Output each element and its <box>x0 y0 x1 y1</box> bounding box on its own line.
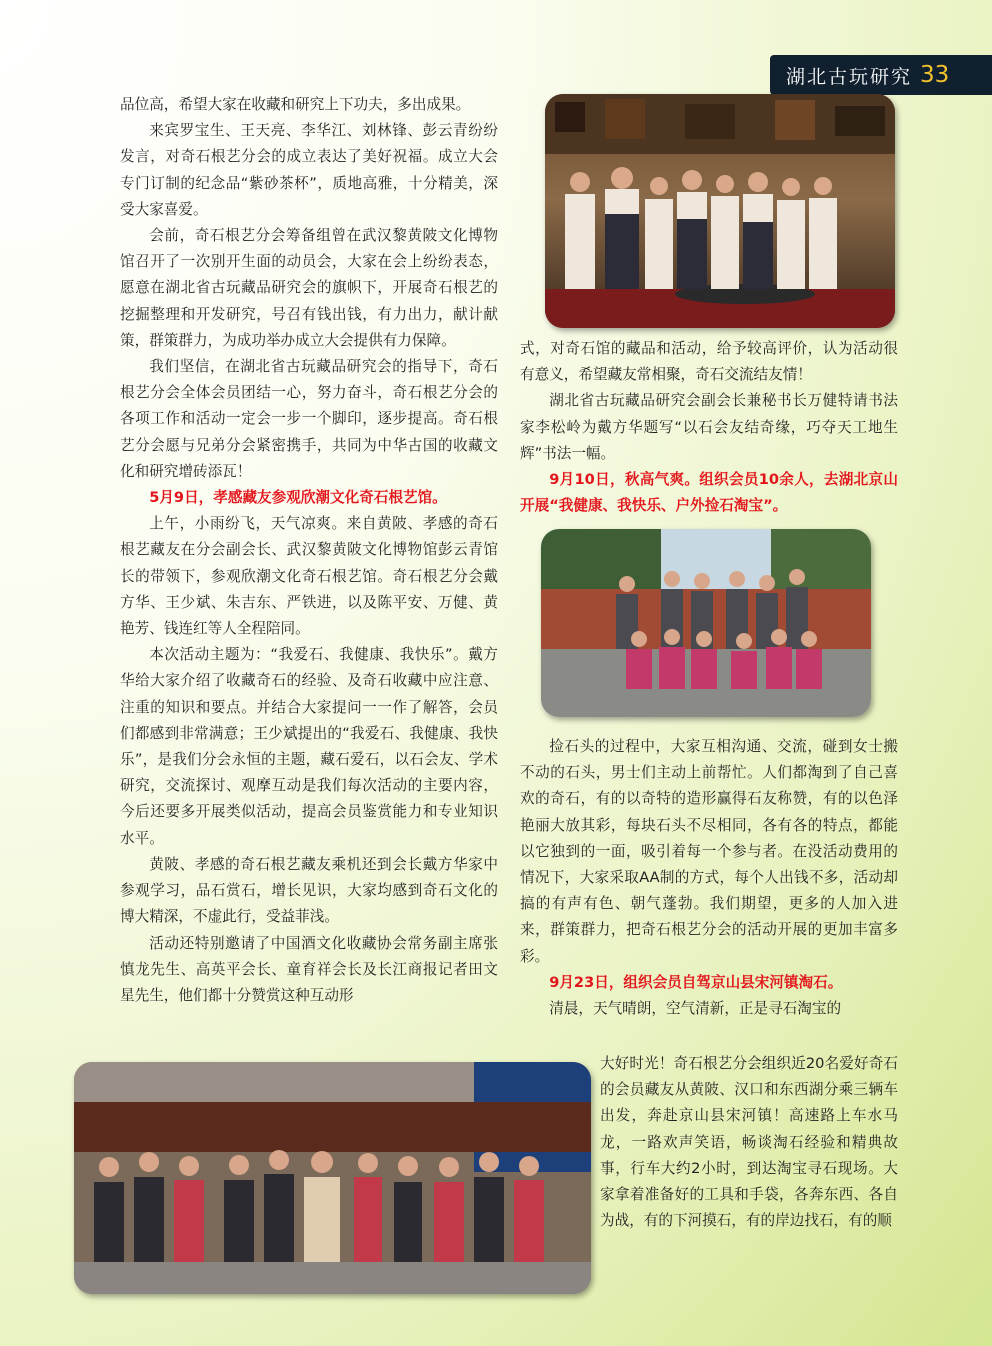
paragraph: 本次活动主题为：“我爱石、我健康、我快乐”。戴方华给大家介绍了收藏奇石的经验、及奇石收藏中应注意、注重的知识和要点。并结合大家提问一一作了解答，会员们都感到非常满意；王少斌提出的“我爱石、我健康、我快乐”，是我们分会永恒的主题，藏石爱石，以石会友、学术研究，交流探讨、观摩互动是我们每次活动的主要内容，今后还要多开展类似活动，提高会员鉴赏能力和专业知识水平。 <box>120 646 498 847</box>
section-heading: 9月23日，组织会员自驾京山县宋河镇淘石。 <box>549 973 843 991</box>
paragraph: 式，对奇石馆的藏品和活动，给予较高评价，认为活动很有意义，希望藏友常相聚，奇石交流结友情！ <box>520 340 898 384</box>
photo-outdoor-group <box>541 529 871 717</box>
section-heading: 5月9日，孝感藏友参观欣潮文化奇石根艺馆。 <box>149 489 447 507</box>
paragraph: 大好时光！奇石根艺分会组织近20名爱好奇石的会员藏友从黄陂、汉口和东西湖分乘三辆车出发，奔赴京山县宋河镇！高速路上车水马龙，一路欢声笑语，畅谈淘石经验和精典故事，行车大约2小时，到达淘宝寻石现场。大家拿着准备好的工具和手袋，各奔东西、各自为战，有的下河摸石，有的岸边找石，有的顺 <box>600 1055 898 1230</box>
section-heading: 9月10日，秋高气爽。组织会员10余人，去湖北京山开展“我健康、我快乐、户外捡石淘宝”。 <box>520 471 898 515</box>
paragraph: 上午，小雨纷飞，天气凉爽。来自黄陂、孝感的奇石根艺藏友在分会副会长、武汉黎黄陂文化博物馆彭云青馆长的带领下，参观欣潮文化奇石根艺馆。奇石根艺分会戴方华、王少斌、朱吉东、严铁进，以及陈平安、万健、黄艳芳、钱连红等人全程陪同。 <box>120 515 498 638</box>
page-number: 33 <box>920 62 950 88</box>
bottom-right-column <box>600 1051 898 1234</box>
paragraph: 黄陂、孝感的奇石根艺藏友乘机还到会长戴方华家中参观学习，品石赏石，增长见识，大家均感到奇石文化的博大精深，不虚此行，受益菲浅。 <box>120 855 498 926</box>
paragraph: 会前，奇石根艺分会筹备组曾在武汉黎黄陂文化博物馆召开了一次别开生面的动员会，大家在会上纷纷表态，愿意在湖北省古玩藏品研究会的旗帜下，开展奇石根艺的挖掘整理和开发研究，号召有钱出钱，有力出力，献计献策，群策群力，为成功举办成立大会提供有力保障。 <box>120 227 498 349</box>
magazine-title: 湖北古玩研究 <box>786 65 913 88</box>
photo-large-group <box>74 1062 591 1294</box>
paragraph: 我们坚信，在湖北省古玩藏品研究会的指导下，奇石根艺分会全体会员团结一心，努力奋斗，奇石根艺分会的各项工作和活动一定会一步一个脚印，逐步提高。奇石根艺分会愿与兄弟分会紧密携手，共同为中华古国的收藏文化和研究增砖添瓦！ <box>120 358 498 480</box>
right-column <box>520 336 898 519</box>
right-column-lower <box>520 734 898 1022</box>
paragraph: 清晨，天气晴朗，空气清新，正是寻石淘宝的 <box>549 1000 842 1018</box>
paragraph: 湖北省古玩藏品研究会副会长兼秘书长万健特请书法家李松岭为戴方华题写“以石会友结奇缘，巧夺天工地生辉”书法一幅。 <box>520 392 898 462</box>
paragraph: 来宾罗宝生、王天亮、李华江、刘林锋、彭云青纷纷发言，对奇石根艺分会的成立表达了美好祝福。成立大会专门订制的纪念品“紫砂茶杯”，质地高雅，十分精美，深受大家喜爱。 <box>120 122 498 218</box>
photo-collection-hall <box>545 94 895 328</box>
page-header <box>770 55 992 95</box>
left-column <box>120 92 498 1009</box>
paragraph: 品位高，希望大家在收藏和研究上下功夫，多出成果。 <box>120 96 471 113</box>
paragraph: 捡石头的过程中，大家互相沟通、交流，碰到女士搬不动的石头，男士们主动上前帮忙。人们都淘到了自己喜欢的奇石，有的以奇特的造形赢得石友称赞，有的以色泽艳丽大放其彩，每块石头不尽相同，各有各的特点，都能以它独到的一面，吸引着每一个参与者。在没活动费用的情况下，大家采取AA制的方式，每个人出钱不多，活动却搞的有声有色、朝气蓬勃。我们期望，更多的人加入进来，群策群力，把奇石根艺分会的活动开展的更加丰富多彩。 <box>520 738 898 965</box>
paragraph: 活动还特别邀请了中国酒文化收藏协会常务副主席张慎龙先生、高英平会长、童育祥会长及长江商报记者田文星先生，他们都十分赞赏这种互动形 <box>120 934 498 1004</box>
